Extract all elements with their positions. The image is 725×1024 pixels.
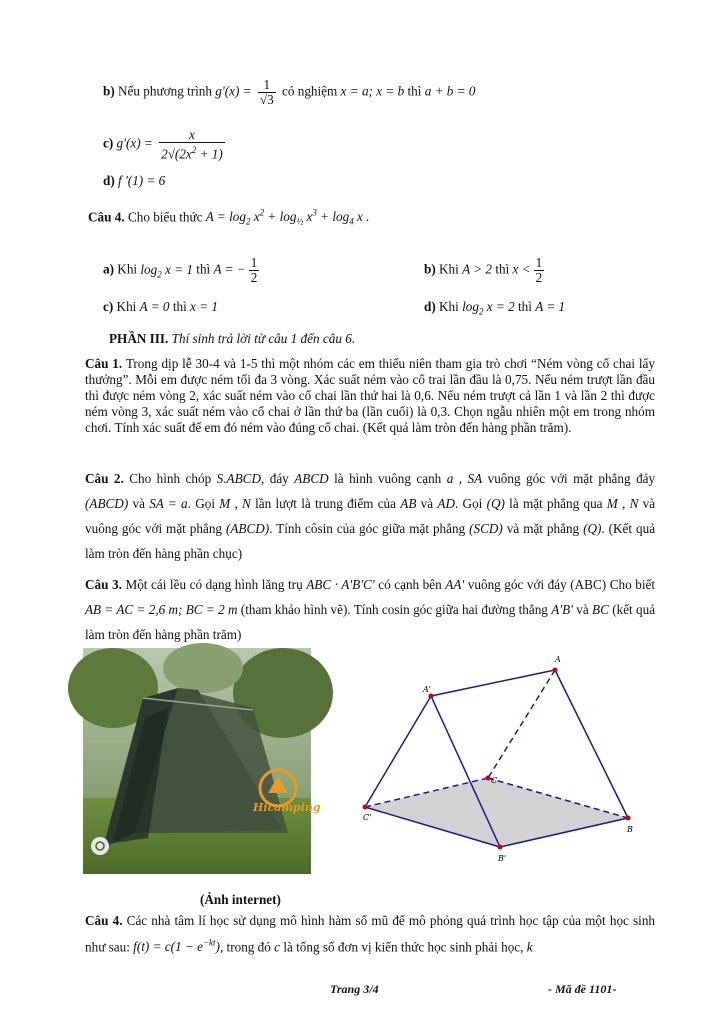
label-A: A <box>555 655 561 664</box>
question-text: . Gọi <box>187 496 215 511</box>
question-text: Một cái lều có dạng hình lăng trụ <box>125 577 303 592</box>
math-expr: x = a; x = b <box>340 83 405 99</box>
question-text: là tổng số đơn vị kiến thức học sinh phải học, <box>283 939 524 955</box>
math-expr: (Q) <box>583 521 602 536</box>
item-label: c) <box>103 135 114 151</box>
q3-item-d <box>103 172 165 189</box>
question-text: (kết quả làm tròn đến hàng phần trăm) <box>85 602 656 642</box>
math-expr: ABCD <box>294 471 329 486</box>
question-label: Câu 1. <box>85 356 123 371</box>
math-expr: BC <box>592 602 609 617</box>
p3-question-3 <box>85 572 655 647</box>
question-text: vuông góc với mặt phẳng <box>487 471 631 486</box>
question-text: qua <box>583 496 603 511</box>
watermark-text: Hicamping <box>253 801 321 814</box>
label-A-prime: A' <box>423 685 431 694</box>
math-expr: $A = \log_2 x^2 + \log_{\frac{1}{2}} x^3 + \log_4 x$ . <box>205 208 370 228</box>
p3-question-2 <box>85 466 655 566</box>
q4-option-b <box>424 256 547 285</box>
question-text: là hình vuông cạnh <box>334 471 442 486</box>
fraction: $\frac{1}{2}$ <box>250 255 258 285</box>
question-text: mặt phẳng <box>523 521 580 536</box>
question-text: , đáy <box>260 471 289 486</box>
item-label: b) <box>103 83 115 99</box>
option-text: Khi <box>117 261 138 277</box>
math-expr: a , SA <box>446 471 483 486</box>
question-text: Cho biết <box>609 577 656 592</box>
option-label: d) <box>424 299 436 314</box>
math-expr: AB <box>400 496 417 511</box>
math-expr: (Q) <box>486 496 505 511</box>
question-text: lần lượt là trung điểm của <box>255 496 397 511</box>
item-text: Nếu phương trình <box>118 83 212 99</box>
math-expr: AA' <box>445 577 465 592</box>
math-expr: $f(t) = c(1 - e^{-kt})$ <box>133 938 220 955</box>
q4-option-a <box>103 256 262 285</box>
q4-option-d <box>424 298 565 321</box>
math-expr: A > 2 <box>462 261 493 277</box>
question-text: . (Kết quả làm tròn đến hàng phần chục) <box>85 521 656 561</box>
question-text: và <box>132 496 145 511</box>
question-label: Câu 4. <box>85 913 123 928</box>
question-text: và <box>506 521 520 536</box>
photo-caption: (Ảnh internet) <box>200 892 281 907</box>
math-expr: g'(x) = <box>116 135 153 151</box>
math-expr: (ABCD) <box>85 496 129 511</box>
math-expr: (ABCD) <box>225 521 270 536</box>
math-expr: S.ABCD <box>216 471 261 486</box>
option-label: a) <box>103 261 114 277</box>
p3-question-4 <box>85 910 655 958</box>
question-text: Cho biểu thức <box>127 209 203 225</box>
item-text: thì <box>407 83 422 99</box>
fraction: $\frac{1}{√3}$ <box>259 77 274 107</box>
option-text: Khi <box>439 299 459 314</box>
prism-diagram <box>355 650 655 874</box>
exam-code: - Mã đề 1101- <box>548 982 617 996</box>
fraction: $\frac{1}{2}$ <box>535 255 543 285</box>
question-text: (tham khảo hình vẽ). Tính cosin góc giữa hai đường thẳng <box>240 602 548 617</box>
part3-heading <box>109 330 355 347</box>
item-label: d) <box>103 173 115 188</box>
question-text: . Tính côsin của góc giữa mặt phẳng <box>269 521 466 536</box>
math-expr: A = − <box>213 261 246 277</box>
question-text: Trong dịp lễ 30-4 và 1-5 thì một nhóm các em thiếu niên tham gia trò chơi “Ném vòng cổ chai lấy thưởng”. Mỗi em được ném tối đa 3 vòng. Xác suất ném vào cổ trai lần đầu là 0,75. Nếu ném trượt lần đầu thì được ném vòng 2, xác suất ném vào cổ chai lần thứ hai là 0,6. Nếu ném trượt cả lần 1 và lần 2 thì được ném vòng 3, xác suất ném vào cổ chai ở lần thứ ba (lần cuối) là 0,3. Chọn ngẫu nhiên một em trong nhóm chơi. Tính xác suất để em đó ném vào đúng cổ chai. (Kết quả làm tròn đến hàng phần trăm). <box>85 356 655 435</box>
question-text: Các nhà tâm lí học sử dụng mô hình hàm số mũ để mô phỏng quá trình học tập của một <box>126 913 606 928</box>
q4-option-c <box>103 298 218 315</box>
math-expr: (SCD) <box>469 521 503 536</box>
option-text: thì <box>495 261 510 277</box>
label-B: B <box>627 825 633 834</box>
q4-stem <box>88 205 369 231</box>
option-text: thì <box>172 299 187 314</box>
page-number: Trang 3/4 <box>330 982 379 996</box>
math-expr: x < <box>512 261 531 277</box>
question-text: và <box>420 496 434 511</box>
math-expr: M , N <box>606 496 639 511</box>
question-text: có cạnh bên <box>378 577 442 592</box>
math-expr: M , N <box>219 496 251 511</box>
math-expr: a + b = 0 <box>424 83 476 99</box>
math-expr: f '(1) = 6 <box>118 173 166 188</box>
math-expr: c <box>274 939 281 955</box>
math-expr: A'B' <box>551 602 573 617</box>
math-expr: SA = a <box>149 496 188 511</box>
option-text: thì <box>518 299 532 314</box>
math-expr: g'(x) = <box>215 83 252 99</box>
math-expr: x = 1 <box>190 299 218 314</box>
math-expr: A = 1 <box>535 299 566 314</box>
label-B-prime: B' <box>498 854 507 863</box>
question-text: là mặt phẳng <box>509 496 580 511</box>
math-expr: AD <box>437 496 455 511</box>
option-text: Khi <box>116 299 137 314</box>
question-text: Cho hình chóp <box>129 471 212 486</box>
math-expr: AB = AC = 2,6 m; BC = 2 m <box>85 602 238 617</box>
item-text: có nghiệm <box>281 83 338 99</box>
question-label: Câu 2. <box>85 471 124 486</box>
math-expr: k <box>526 939 533 955</box>
option-label: c) <box>103 299 114 314</box>
question-label: Câu 3. <box>85 577 122 592</box>
question-text: và vuông góc với mặt phẳng <box>85 496 656 536</box>
tent-photo <box>83 648 321 874</box>
math-expr: ABC · A'B'C' <box>306 577 375 592</box>
question-text: vuông góc với đáy (ABC) <box>467 577 607 592</box>
p3-question-1 <box>85 356 655 436</box>
question-text: học sinh như sau: <box>85 913 656 955</box>
math-expr: $\log_2 x = 2$ <box>462 299 515 317</box>
question-text: . Gọi <box>454 496 483 511</box>
q3-item-c <box>103 128 228 161</box>
question-text: và <box>576 602 589 617</box>
label-C-prime: C' <box>363 813 372 822</box>
question-text: đáy <box>636 471 656 486</box>
question-label: Câu 4. <box>88 209 125 225</box>
option-label: b) <box>424 261 436 277</box>
math-expr: A = 0 <box>139 299 170 314</box>
fraction: $\frac{x}{2√(2x^2 + 1)}$ <box>161 127 223 162</box>
part-subtitle: Thí sinh trả lời từ câu 1 đến câu 6. <box>171 331 356 346</box>
option-text: Khi <box>439 261 459 277</box>
part-title: PHẦN III. <box>109 331 169 346</box>
label-C: C <box>491 776 498 785</box>
question-text: , trong đó <box>219 939 271 955</box>
math-expr: $\log_2 x = 1$ <box>140 261 193 280</box>
option-text: thì <box>196 261 211 277</box>
q3-item-b <box>103 78 475 107</box>
